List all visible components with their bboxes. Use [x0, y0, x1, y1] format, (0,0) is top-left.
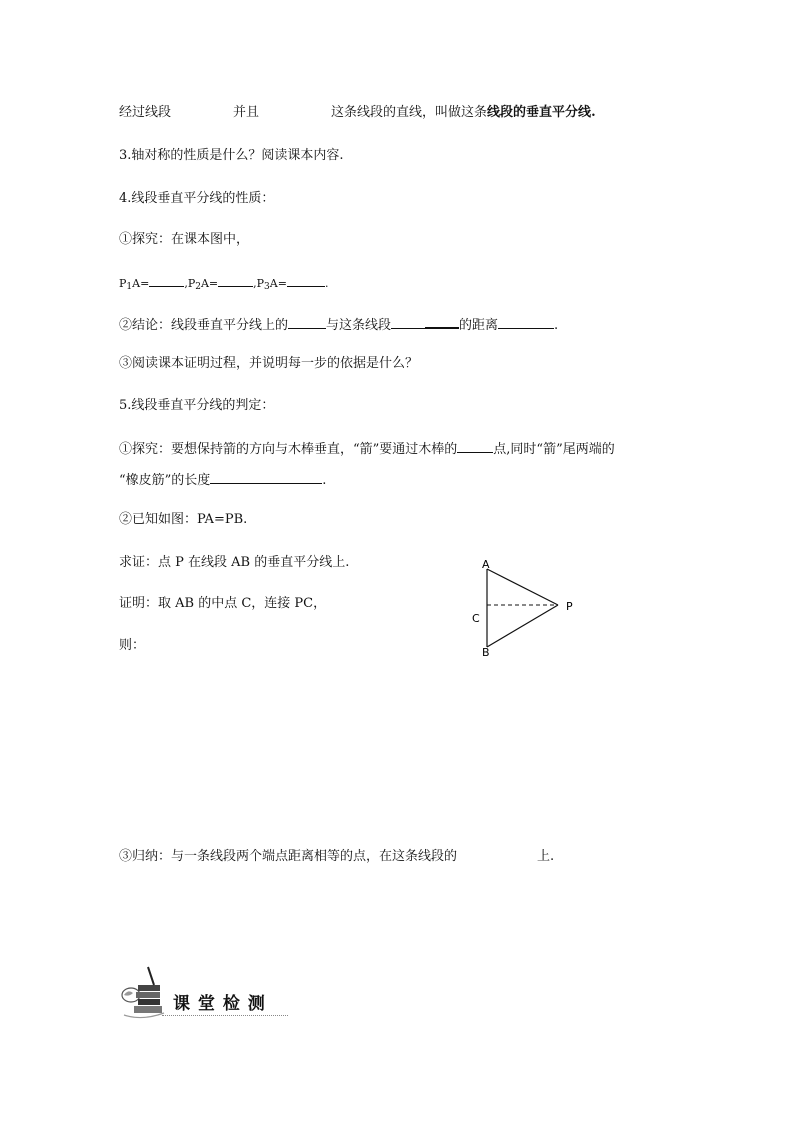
- segment-pb: [487, 605, 558, 647]
- q5-prove: 求证：点 P 在线段 AB 的垂直平分线上.: [119, 555, 350, 570]
- term-perpendicular-bisector: 线段的垂直平分线: [487, 105, 592, 120]
- question-5-title: 5.线段垂直平分线的判定：: [119, 398, 275, 413]
- question-3: 3.轴对称的性质是什么？阅读课本内容.: [119, 148, 344, 163]
- definition-line: 经过线段 并且 这条线段的直线，叫做这条线段的垂直平分线.: [119, 105, 596, 120]
- q4-conclusion: ②结论：线段垂直平分线上的 与这条线段 的距离 .: [119, 315, 558, 334]
- section-divider: [162, 1015, 288, 1016]
- blank-conclusion-3[interactable]: [498, 316, 554, 329]
- label-p: P: [566, 600, 573, 613]
- blank-length[interactable]: [210, 471, 322, 484]
- q5-proof: 证明：取 AB 的中点 C，连接 PC，: [119, 596, 327, 611]
- blank-conclusion-2a[interactable]: [391, 316, 425, 329]
- segment-pa: [487, 569, 558, 605]
- section-header-class-test: [118, 965, 290, 1023]
- triangle-figure: [465, 555, 585, 660]
- q4-explore: ①探究：在课本图中，: [119, 232, 250, 247]
- label-a: A: [482, 558, 490, 571]
- question-4-title: 4.线段垂直平分线的性质：: [119, 191, 275, 206]
- section-title: 课 堂 检 测: [173, 994, 266, 1014]
- books-pen-icon: [118, 965, 168, 1023]
- blank-conclusion-1[interactable]: [288, 316, 326, 329]
- blank-p3a[interactable]: [287, 274, 325, 287]
- q5-then: 则：: [119, 638, 146, 653]
- q4-distance-blanks: $P_1A= ,P_2A= ,P_3A=$ .: [119, 274, 328, 295]
- q5-given: ②已知如图：PA=PB.: [119, 512, 248, 527]
- q5-summary: ③归纳：与一条线段两个端点距离相等的点，在这条线段的 上.: [119, 849, 555, 864]
- label-b: B: [482, 646, 490, 659]
- q4-proof-read: ③阅读课本证明过程，并说明每一步的依据是什么？: [119, 356, 419, 371]
- blank-p1a[interactable]: [149, 274, 184, 287]
- label-c: C: [472, 612, 480, 625]
- blank-p2a[interactable]: [218, 274, 253, 287]
- blank-midpoint[interactable]: [457, 440, 493, 453]
- q5-explore-line2: “橡皮筋”的长度 .: [119, 473, 327, 488]
- q5-explore-line1: ①探究：要想保持箭的方向与木棒垂直，“箭”要通过木棒的 点,同时“箭”尾两端的: [119, 442, 615, 457]
- blank-conclusion-2b[interactable]: [425, 315, 459, 329]
